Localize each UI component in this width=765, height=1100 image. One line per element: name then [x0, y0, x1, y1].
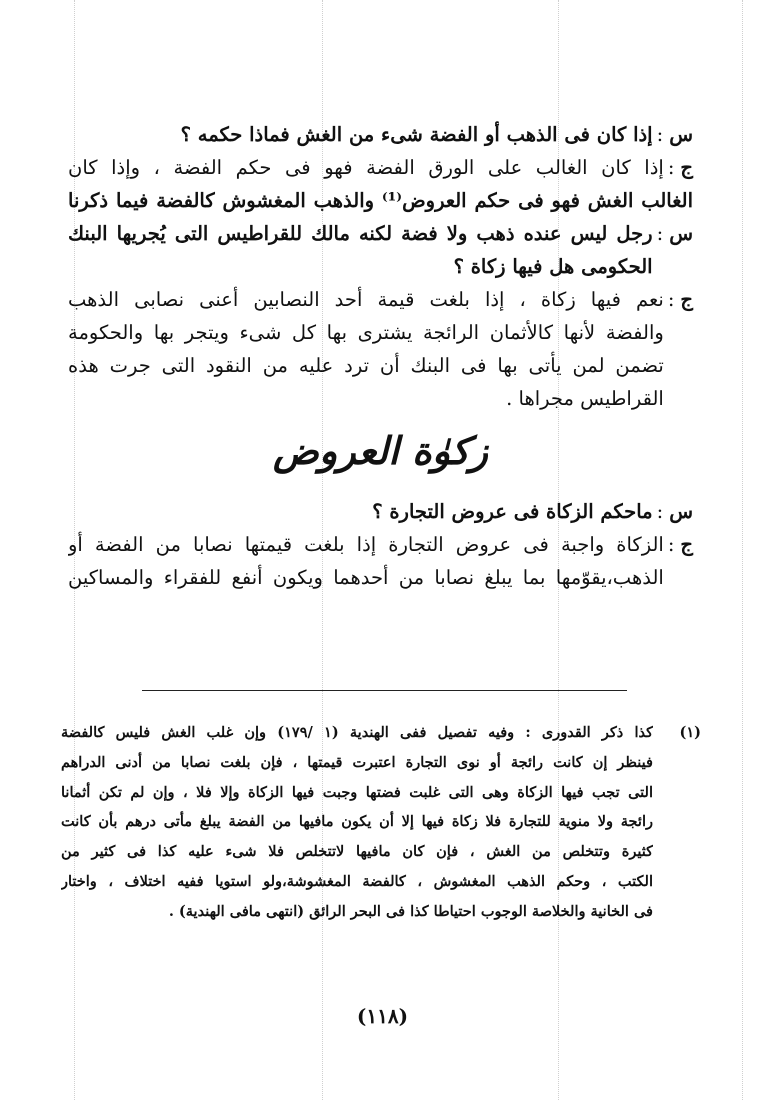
colon: :	[656, 500, 664, 523]
page-number: (١١٨)	[356, 1004, 409, 1028]
footnote-separator	[142, 690, 627, 691]
answer-marker: ج	[680, 288, 693, 311]
answer-3	[68, 528, 693, 594]
answer-line: نعم فيها زكاة ، إذا بلغت قيمة أحد النصابين أعنى نصابى الذهب	[68, 288, 664, 311]
footnote-line: فينظر إن كانت رائجة أو نوى التجارة اعتبرت قيمتها ، فإن بلغت نصابا من أدنى الدراهم	[61, 753, 653, 771]
answer-line: الغالب الغش فهو فى حكم العروض⁽¹⁾ والذهب المغشوش كالفضة فيما ذكرنا	[68, 189, 694, 212]
answer-line: والفضة لأنها كالأثمان الرائجة يشترى بها كل شىء ويتجر بها والحكومة	[68, 321, 664, 344]
question-line: إذا كان فى الذهب أو الفضة شىء من الغش فماذا حكمه ؟	[180, 123, 653, 146]
footnote-line: فى الخانية والخلاصة الوجوب احتياطا كذا فى البحر الرائق (انتهى مافى الهندية) .	[168, 902, 653, 920]
footnote-line: التى تجب فيها الزكاة وهى التى غلبت فضتها وجبت فيها الزكاة وإلا فلا ، وإن لم تكن أثمانا	[61, 783, 653, 801]
footnote	[61, 718, 701, 927]
footnote-line: كثيرة وتتخلص من الغش ، فإن كان مافيها لاتتخلص فلا شىء عليه كذا فى كثير من	[61, 843, 653, 861]
question-line: الحكومى هل فيها زكاة ؟	[453, 255, 653, 278]
colon: :	[656, 222, 664, 245]
colon: :	[667, 156, 675, 179]
question-marker: س	[669, 222, 693, 245]
question-line: رجل ليس عنده ذهب ولا فضة لكنه مالك للقراطيس التى يُجريها البنك	[68, 222, 653, 245]
answer-line: إذا كان الغالب على الورق الفضة فهو فى حكم الفضة ، وإذا كان	[68, 156, 664, 179]
answer-line: تضمن لمن يأتى بها فى البنك أن ترد عليه من النقود التى جرت هذه	[68, 354, 664, 377]
answer-line: القراطيس مجراها .	[506, 387, 664, 410]
question-line: ماحكم الزكاة فى عروض التجارة ؟	[372, 500, 653, 523]
scan-artifact	[742, 0, 743, 1100]
answer-line: الذهب،يقوّمها بما يبلغ نصابا من أحدهما ويكون أنفع للفقراء والمساكين	[68, 566, 664, 589]
section-heading: زكوٰة العروض	[273, 428, 488, 473]
main-text	[68, 118, 693, 594]
question-marker: س	[669, 500, 693, 523]
colon: :	[656, 123, 664, 146]
colon: :	[667, 288, 675, 311]
footnote-line: الكتب ، وحكم الذهب المغشوش ، كالفضة المغشوشة،ولو استويا ففيه اختلاف ، واختار	[61, 872, 653, 890]
footnote-line: رائجة ولا منوية للتجارة فلا زكاة فيها إلا أن يكون مافيها من الفضة يبلغ مأتى درهم بأن كانت	[61, 813, 653, 831]
footnote-number: (١)	[679, 724, 701, 741]
answer-marker: ج	[680, 156, 693, 179]
question-1	[68, 118, 693, 151]
footnote-line: كذا ذكر القدورى : وفيه تفصيل ففى الهندية (١ /١٧٩) وإن غلب الغش فليس كالفضة	[61, 724, 653, 741]
answer-line: الزكاة واجبة فى عروض التجارة إذا بلغت قيمتها نصابا من الفضة أو	[68, 533, 664, 556]
answer-1	[68, 151, 693, 184]
question-2	[68, 217, 693, 283]
colon: :	[667, 533, 675, 556]
question-marker: س	[669, 123, 693, 146]
answer-2	[68, 283, 693, 415]
question-3	[68, 495, 693, 528]
answer-marker: ج	[680, 533, 693, 556]
